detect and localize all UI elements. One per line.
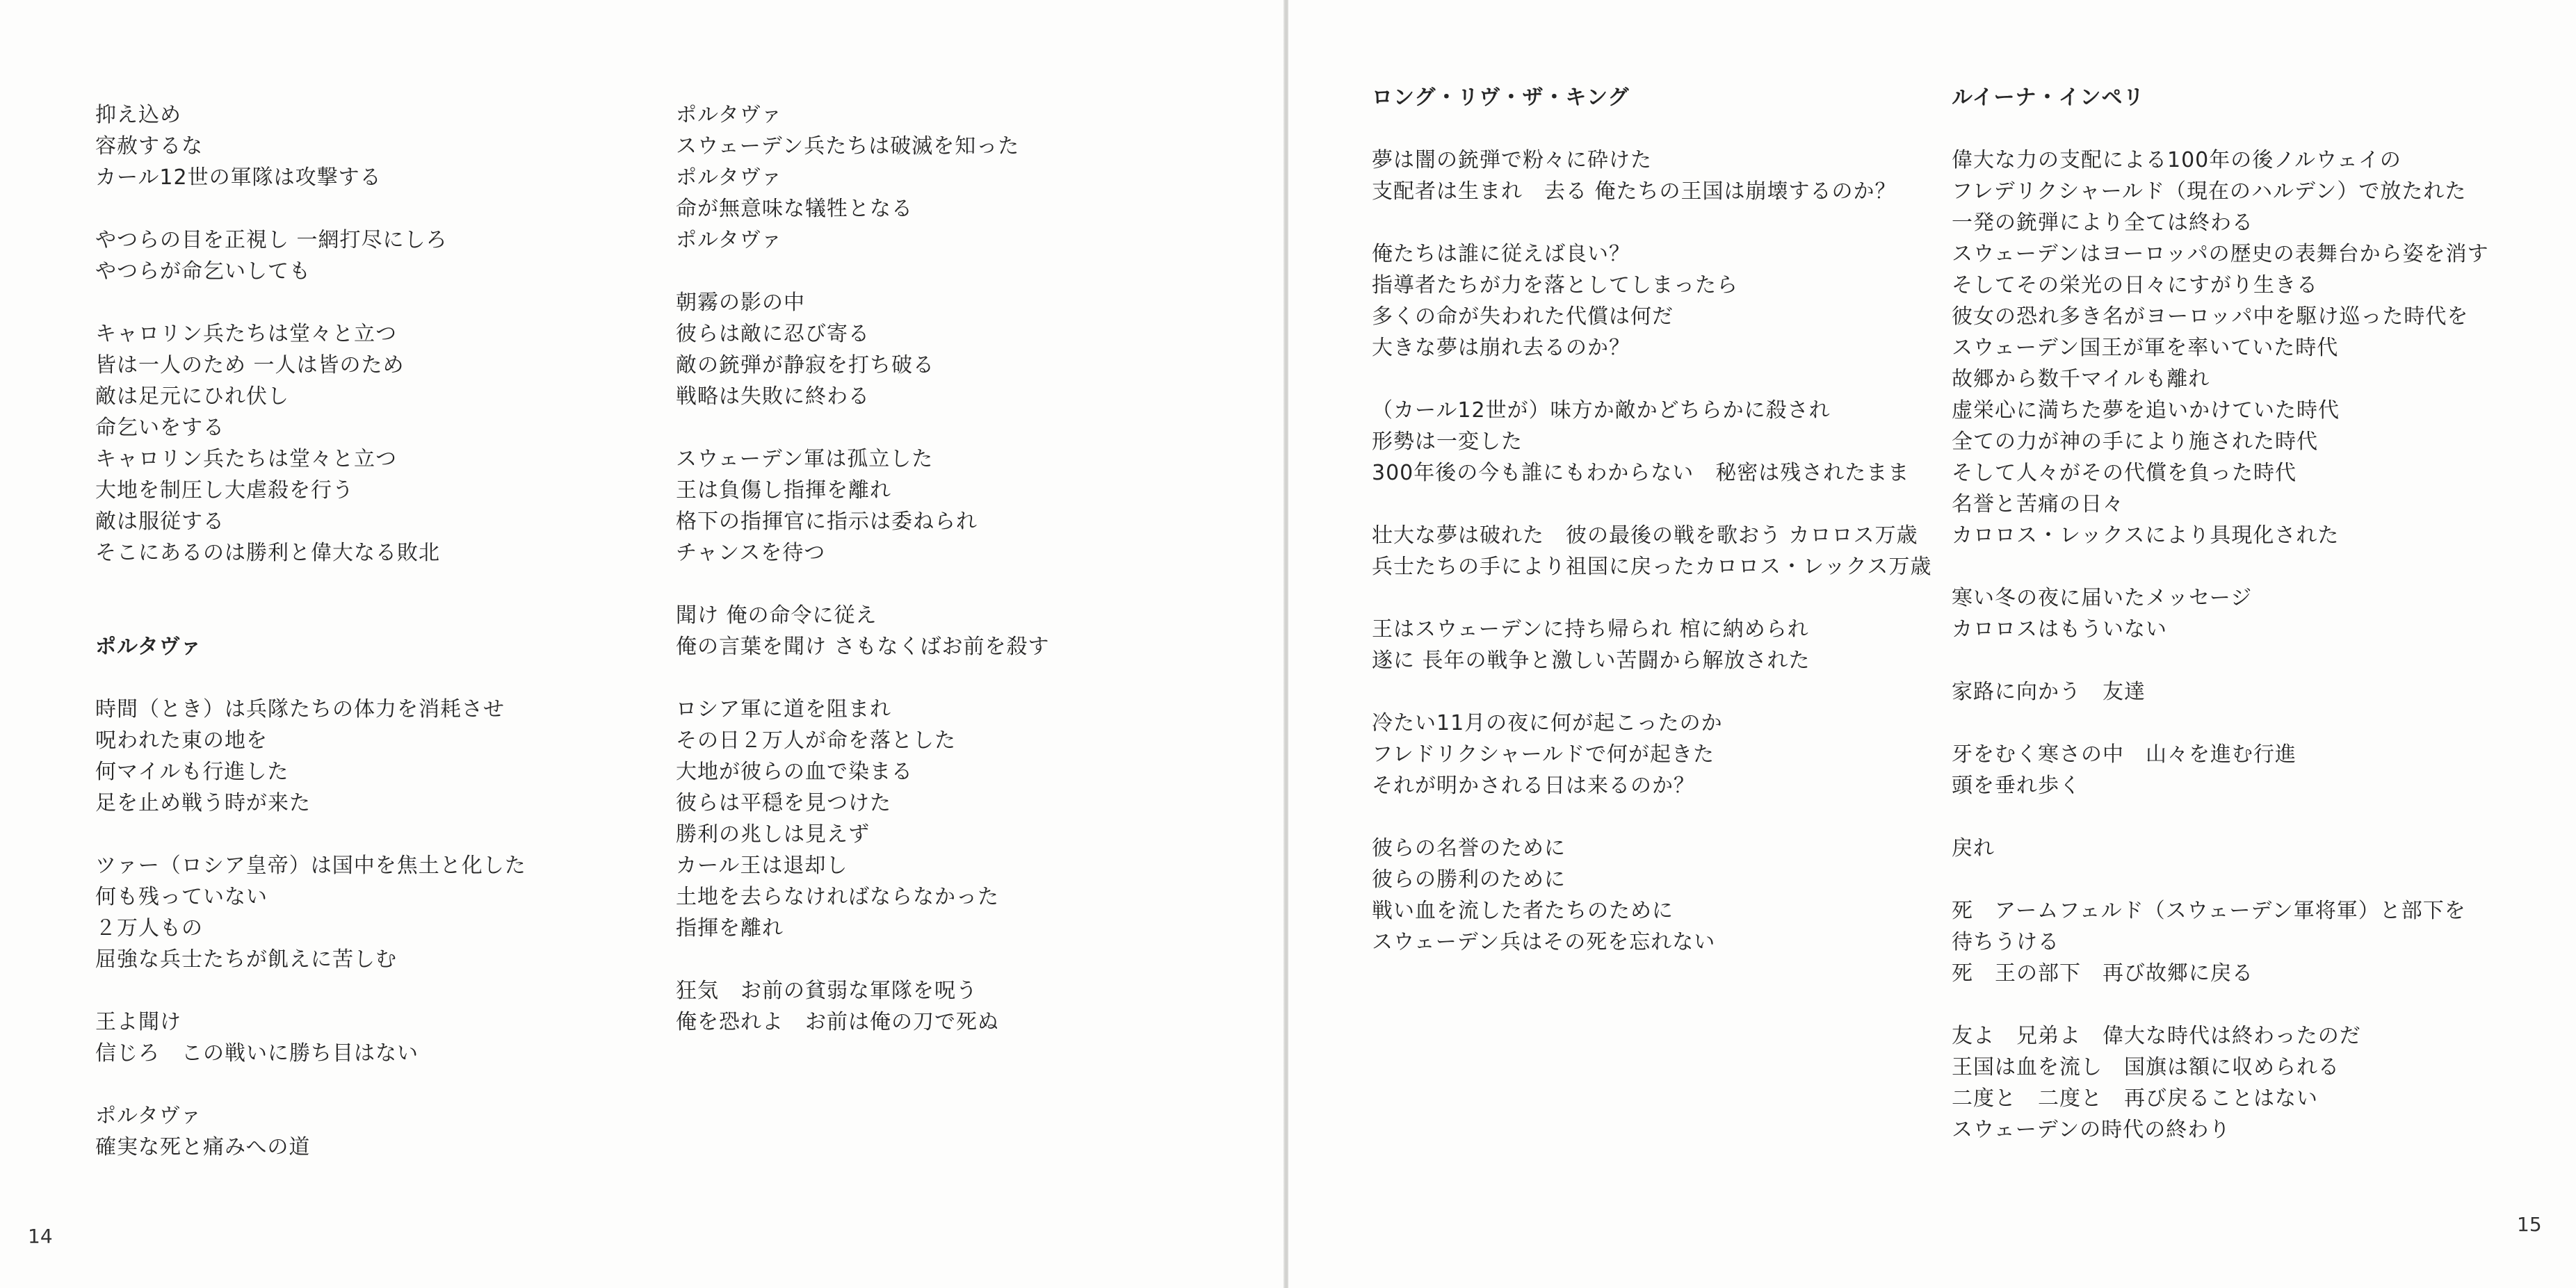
lyric-line: 彼らは平穏を見つけた xyxy=(676,791,891,815)
lyric-line: ２万人もの xyxy=(95,916,203,940)
stanza-break xyxy=(1952,645,2489,676)
lyric-line: カロロスはもういない xyxy=(1952,617,2167,642)
lyric-line: ロシア軍に道を阻まれ xyxy=(676,697,891,722)
lyrics-column xyxy=(1952,82,2489,1146)
lyric-line: キャロリン兵たちは堂々と立つ xyxy=(95,322,397,346)
lyric-line: 王よ聞け xyxy=(95,1010,181,1034)
stanza-break xyxy=(1372,489,1931,520)
lyrics-column xyxy=(95,99,526,1163)
lyric-line: スウェーデン軍は孤立した xyxy=(676,447,934,471)
stanza-break xyxy=(1952,708,2489,739)
lyric-line: 戦略は失敗に終わる xyxy=(676,384,870,409)
lyric-line: 皆は一人のため 一人は皆のため xyxy=(95,353,405,377)
lyric-line: 彼女の恐れ多き名がヨーロッパ中を駆け巡った時代を xyxy=(1952,304,2469,329)
stanza-break xyxy=(95,600,526,631)
lyric-line: 何も残っていない xyxy=(95,885,268,909)
lyric-line: 王はスウェーデンに持ち帰られ 棺に納められ xyxy=(1372,617,1809,642)
lyric-line: 敵の銃弾が静寂を打ち破る xyxy=(676,353,934,377)
lyric-line: そして人々がその代償を負った時代 xyxy=(1952,461,2296,485)
lyric-line: スウェーデン国王が軍を率いていた時代 xyxy=(1952,336,2339,360)
left-page xyxy=(0,0,1285,1288)
lyric-line: やつらの目を正視し 一網打尽にしろ xyxy=(95,228,448,252)
lyric-line: 大地が彼らの血で染まる xyxy=(676,760,913,784)
lyric-line: カール12世の軍隊は攻撃する xyxy=(95,165,382,190)
song-title: ロング・リヴ・ザ・キング xyxy=(1372,85,1630,110)
lyric-line: 支配者は生まれ 去る 俺たちの王国は崩壊するのか？ xyxy=(1372,179,1897,204)
lyric-line: そこにあるのは勝利と偉大なる敗北 xyxy=(95,541,440,565)
lyric-line: 壮大な夢は破れた 彼の最後の戦を歌おう カロロス万歳 xyxy=(1372,523,1918,548)
song-title: ルイーナ・インペリ xyxy=(1952,85,2145,110)
song-title: ポルタヴァ xyxy=(95,635,202,659)
stanza-break xyxy=(1372,207,1931,238)
lyric-line: 大地を制圧し大虐殺を行う xyxy=(95,478,354,503)
lyric-line: スウェーデンの時代の終わり xyxy=(1952,1118,2231,1142)
stanza-break xyxy=(1372,801,1931,833)
lyric-line: 指導者たちが力を落としてしまったら xyxy=(1372,273,1738,297)
lyric-line: 二度と 二度と 再び戻ることはない xyxy=(1952,1086,2318,1111)
lyric-line: 家路に向かう 友達 xyxy=(1952,680,2146,704)
lyric-line: カロロス・レックスにより具現化された xyxy=(1952,523,2340,548)
lyric-line: 信じろ この戦いに勝ち目はない xyxy=(95,1041,419,1066)
lyric-line: スウェーデンはヨーロッパの歴史の表舞台から姿を消す xyxy=(1952,242,2489,266)
lyric-line: 待ちうける xyxy=(1952,930,2059,954)
lyric-line: 多くの命が失われた代償は何だ xyxy=(1372,304,1674,329)
stanza-break xyxy=(676,256,1050,287)
lyric-line: 確実な死と痛みへの道 xyxy=(95,1135,311,1159)
lyric-line: キャロリン兵たちは堂々と立つ xyxy=(95,447,397,471)
lyric-line: やつらが命乞いしても xyxy=(95,259,311,284)
lyric-line: （カール12世が）味方か敵かどちらかに殺され xyxy=(1372,398,1831,423)
lyric-line: 冷たい11月の夜に何が起こったのか xyxy=(1372,711,1723,735)
lyric-line: 戦い血を流した者たちのために xyxy=(1372,899,1674,923)
lyric-line: ポルタヴァ xyxy=(676,103,783,127)
lyric-line: 彼らの勝利のために xyxy=(1372,867,1566,892)
lyric-line: 偉大な力の支配による100年の後ノルウェイの xyxy=(1952,148,2401,172)
lyric-line: 呪われた東の地を xyxy=(95,728,268,753)
lyric-line: 時間（とき）は兵隊たちの体力を消耗させ xyxy=(95,697,505,722)
lyric-line: 敵は足元にひれ伏し xyxy=(95,384,289,409)
lyric-line: 狂気 お前の貧弱な軍隊を呪う xyxy=(676,979,978,1003)
lyric-line: スウェーデン兵はその死を忘れない xyxy=(1372,930,1716,954)
right-page xyxy=(1288,0,2576,1288)
page-number: 14 xyxy=(28,1225,53,1248)
lyric-line: 王国は血を流し 国旗は額に収められる xyxy=(1952,1055,2340,1079)
lyric-line: 寒い冬の夜に届いたメッセージ xyxy=(1952,586,2253,610)
lyric-line: それが明かされる日は来るのか？ xyxy=(1372,774,1695,798)
lyric-line: 敵は服従する xyxy=(95,510,225,534)
stanza-break xyxy=(95,287,526,318)
lyric-line: 一発の銃弾により全ては終わる xyxy=(1952,211,2253,235)
stanza-break xyxy=(1952,113,2489,145)
lyric-line: 全ての力が神の手により施された時代 xyxy=(1952,430,2318,454)
lyric-line: 命乞いをする xyxy=(95,416,225,440)
lyric-line: 兵士たちの手により祖国に戻ったカロロス・レックス万歳 xyxy=(1372,555,1932,579)
stanza-break xyxy=(95,662,526,694)
lyrics-column xyxy=(676,99,1050,1038)
lyric-line: フレデリクシャールド（現在のハルデン）で放たれた xyxy=(1952,179,2467,204)
lyric-line: ポルタヴァ xyxy=(676,228,783,252)
lyric-line: 頭を垂れ歩く xyxy=(1952,774,2081,798)
lyric-line: 足を止め戦う時が来た xyxy=(95,791,311,815)
lyric-line: 大きな夢は崩れ去るのか？ xyxy=(1372,336,1630,360)
lyric-line: スウェーデン兵たちは破滅を知った xyxy=(676,134,1020,158)
stanza-break xyxy=(1952,989,2489,1020)
lyric-line: 友よ 兄弟よ 偉大な時代は終わったのだ xyxy=(1952,1024,2361,1048)
stanza-break xyxy=(95,819,526,850)
lyric-line: ツァー（ロシア皇帝）は国中を焦土と化した xyxy=(95,854,526,878)
stanza-break xyxy=(95,975,526,1006)
lyric-line: 容赦するな xyxy=(95,134,203,158)
stanza-break xyxy=(1952,801,2489,833)
stanza-break xyxy=(1372,676,1931,708)
lyric-line: 土地を去らなければならなかった xyxy=(676,885,999,909)
lyric-line: 屈強な兵士たちが飢えに苦しむ xyxy=(95,947,397,972)
stanza-break xyxy=(676,662,1050,694)
lyric-line: カール王は退却し xyxy=(676,854,848,878)
lyric-line: そしてその栄光の日々にすがり生きる xyxy=(1952,273,2318,297)
stanza-break xyxy=(95,1069,526,1100)
lyric-line: 俺の言葉を聞け さもなくばお前を殺す xyxy=(676,635,1050,659)
lyric-line: 形勢は一変した xyxy=(1372,430,1523,454)
lyric-line: 命が無意味な犠牲となる xyxy=(676,197,913,221)
stanza-break xyxy=(1372,582,1931,614)
lyric-line: 名誉と苦痛の日々 xyxy=(1952,492,2124,516)
stanza-break xyxy=(95,193,526,225)
stanza-break xyxy=(1952,551,2489,582)
lyric-line: その日２万人が命を落とした xyxy=(676,728,956,753)
lyric-line: 牙をむく寒さの中 山々を進む行進 xyxy=(1952,742,2296,767)
lyric-line: 虚栄心に満ちた夢を追いかけていた時代 xyxy=(1952,398,2340,423)
stanza-break xyxy=(1952,864,2489,895)
lyric-line: 俺たちは誰に従えば良い？ xyxy=(1372,242,1630,266)
lyric-line: 彼らの名誉のために xyxy=(1372,836,1566,861)
lyric-line: ポルタヴァ xyxy=(95,1104,202,1128)
lyric-line: 彼らは敵に忍び寄る xyxy=(676,322,870,346)
lyric-line: 俺を恐れよ お前は俺の刀で死ぬ xyxy=(676,1010,999,1034)
stanza-break xyxy=(1372,364,1931,395)
lyric-line: 勝利の兆しは見えず xyxy=(676,822,870,847)
lyric-line: チャンスを待つ xyxy=(676,541,826,565)
lyric-line: 300年後の今も誰にもわからない 秘密は残されたまま xyxy=(1372,461,1910,485)
stanza-break xyxy=(676,944,1050,975)
lyric-line: 朝霧の影の中 xyxy=(676,291,805,315)
lyric-line: 死 アームフェルド（スウェーデン軍将軍）と部下を xyxy=(1952,899,2466,923)
lyric-line: 死 王の部下 再び故郷に戻る xyxy=(1952,961,2253,986)
lyric-line: 遂に 長年の戦争と激しい苦闘から解放された xyxy=(1372,649,1811,673)
lyric-line: 聞け 俺の命令に従え xyxy=(676,603,877,628)
lyric-line: 何マイルも行進した xyxy=(95,760,289,784)
lyric-line: フレドリクシャールドで何が起きた xyxy=(1372,742,1715,767)
stanza-break xyxy=(1372,113,1931,145)
page-number: 15 xyxy=(2517,1213,2542,1236)
stanza-break xyxy=(676,412,1050,443)
lyrics-column xyxy=(1372,82,1931,958)
lyric-line: 格下の指揮官に指示は委ねられ xyxy=(676,510,978,534)
stanza-break xyxy=(95,569,526,600)
lyric-line: 抑え込め xyxy=(95,103,181,127)
lyric-line: 夢は闇の銃弾で粉々に砕けた xyxy=(1372,148,1652,172)
lyric-line: 戻れ xyxy=(1952,836,1995,861)
lyric-line: 故郷から数千マイルも離れ xyxy=(1952,367,2210,391)
lyric-line: 王は負傷し指揮を離れ xyxy=(676,478,891,503)
lyric-line: 指揮を離れ xyxy=(676,916,784,940)
lyric-line: ポルタヴァ xyxy=(676,165,783,190)
stanza-break xyxy=(676,569,1050,600)
